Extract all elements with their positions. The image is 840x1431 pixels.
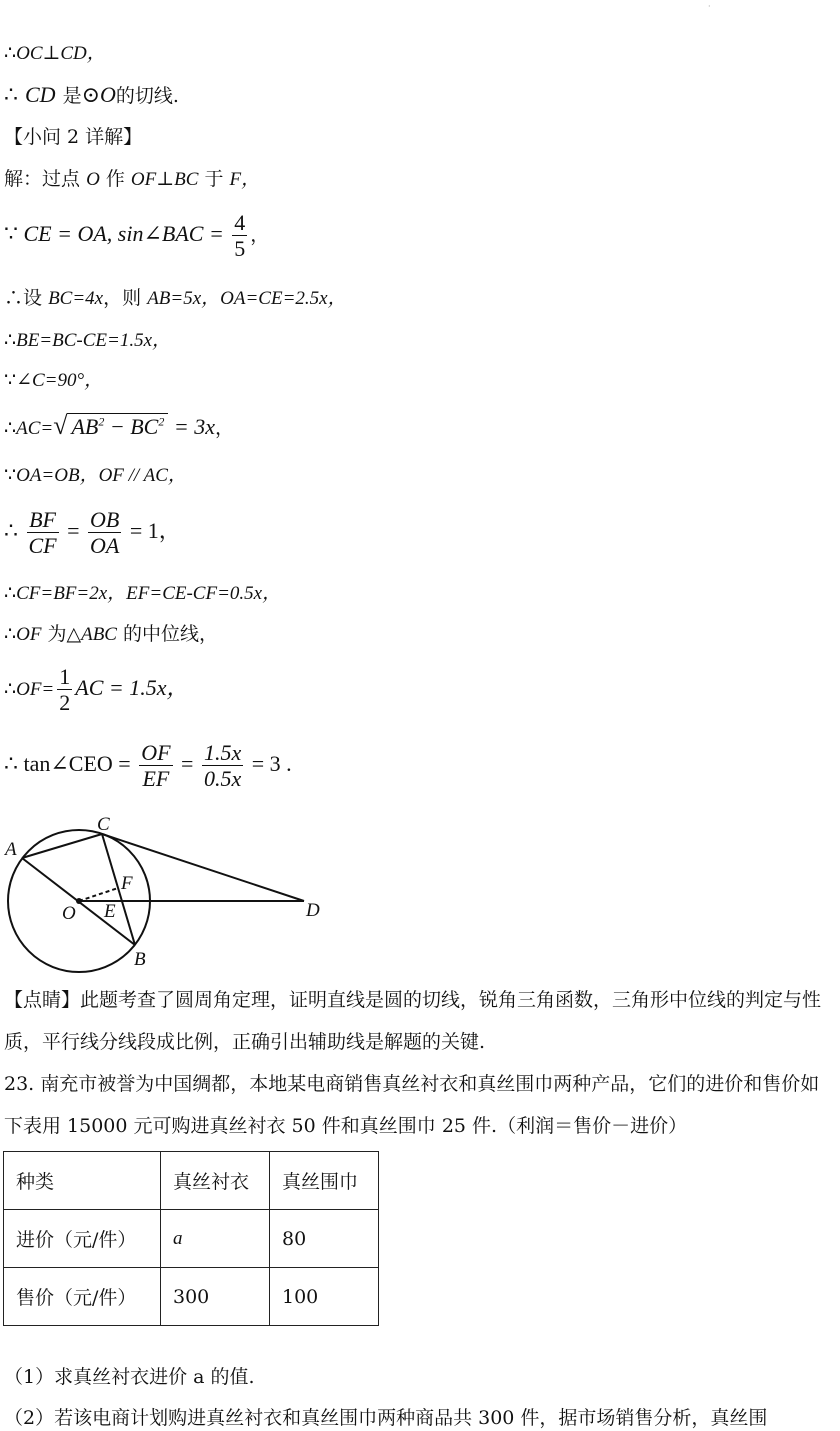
- math-abc: △ABC: [66, 624, 117, 645]
- math-of: OF: [16, 624, 42, 645]
- fraction-of-ef: [139, 740, 172, 792]
- denominator: 0.5x: [203, 766, 242, 792]
- math-ac: AC=: [16, 418, 54, 439]
- therefore-symbol: ∴: [4, 677, 17, 700]
- table-cell: 售价（元/件）: [4, 1268, 161, 1326]
- math-of-bc: OF⊥BC: [130, 169, 199, 190]
- math-minus-bc: − BC: [104, 414, 159, 439]
- sqrt-symbol: √: [53, 411, 68, 440]
- table-header-row: [4, 1152, 379, 1210]
- table-cell: 100: [270, 1268, 379, 1326]
- math-o: O: [100, 82, 116, 107]
- math-of: OF=: [16, 678, 55, 700]
- therefore-symbol: ∴: [4, 83, 18, 108]
- geometry-figure: [0, 808, 340, 978]
- corner-mark: ·: [708, 2, 711, 11]
- therefore-symbol: ∴: [4, 517, 18, 543]
- math-text: OA=OB，OF // AC，: [16, 465, 187, 486]
- math-o: O: [86, 169, 100, 190]
- comma: ，: [250, 224, 270, 246]
- text: 于: [204, 168, 224, 190]
- numerator: OF: [141, 740, 171, 765]
- therefore-symbol: ∴: [4, 623, 17, 645]
- therefore-symbol: ∴: [4, 582, 17, 604]
- label-o: O: [62, 903, 76, 924]
- fraction-4-5: [232, 210, 247, 262]
- text: 的中位线，: [123, 623, 219, 645]
- ratio-bf-cf: [4, 507, 181, 559]
- sqrt-radicand: [67, 413, 168, 439]
- math-ab: AB: [71, 414, 99, 439]
- label-d: D: [306, 900, 320, 921]
- math-tan: tan∠CEO =: [23, 750, 131, 776]
- text: 解：过点: [4, 168, 81, 190]
- of-midline: [4, 625, 218, 644]
- text: 是: [62, 85, 82, 107]
- math-ab: AB=5x: [147, 288, 202, 309]
- math-cd: CD: [25, 82, 56, 107]
- sub2-heading: 【小问 2 详解】: [4, 126, 143, 148]
- equals: =: [67, 517, 80, 543]
- label-c: C: [97, 814, 110, 835]
- text: ，则: [103, 287, 142, 309]
- segment-of-dashed: [79, 888, 118, 901]
- line-oc-perp-cd: [4, 44, 106, 63]
- therefore-symbol: ∴: [4, 417, 17, 439]
- denominator: CF: [28, 533, 57, 559]
- label-b: B: [134, 949, 146, 970]
- math-f: F，: [229, 169, 261, 190]
- line-cd-tangent: [4, 84, 179, 107]
- fraction-15x-05x: [202, 740, 243, 792]
- math-rhs: = 3x: [168, 414, 215, 439]
- let-bc-4x: [4, 289, 347, 308]
- therefore-symbol: ∴: [4, 287, 24, 309]
- text: 的切线.: [115, 85, 179, 107]
- because-symbol: ∵: [4, 369, 17, 391]
- fraction-ob-oa: [88, 507, 121, 559]
- solution-intro: [4, 170, 260, 189]
- point-o: [76, 898, 82, 904]
- math-rhs: = 1，: [129, 517, 181, 543]
- angle-c-90: [4, 371, 103, 390]
- fraction-bf-cf: [27, 507, 59, 559]
- oa-ob-parallel: [4, 466, 187, 485]
- math-bc: BC=4x: [48, 288, 104, 309]
- math-text: ∠C=90°，: [16, 370, 104, 391]
- label-f: F: [121, 873, 133, 894]
- numerator: BF: [27, 507, 59, 533]
- because-ce-oa-sin: [4, 210, 269, 262]
- math-text: CE = OA, sin∠BAC =: [23, 220, 224, 246]
- numerator: OB: [90, 507, 120, 532]
- because-symbol: ∵: [4, 220, 18, 246]
- fraction-1-2: [57, 664, 72, 716]
- math-oa: ，OA=CE=2.5x，: [201, 288, 347, 309]
- sub-question-2: （2）若该电商计划购进真丝衬衣和真丝围巾两种商品共 300 件，据市场销售分析，真丝围: [4, 1407, 768, 1429]
- math-rhs: = 3 .: [251, 750, 292, 776]
- math-rhs: AC = 1.5x，: [75, 674, 189, 700]
- table-cell: 80: [270, 1210, 379, 1268]
- circle-symbol: ⊙: [81, 82, 101, 107]
- table-cell: 进价（元/件）: [4, 1210, 161, 1268]
- ac-sqrt: [4, 413, 234, 439]
- numerator: 4: [234, 210, 246, 235]
- exponent: 2: [158, 414, 165, 429]
- therefore-symbol: ∴: [4, 42, 17, 64]
- equals: =: [181, 750, 194, 776]
- therefore-symbol: ∴: [4, 329, 17, 351]
- table-cell: 300: [161, 1268, 270, 1326]
- comma: ，: [214, 417, 234, 439]
- be-eq: [4, 331, 171, 350]
- exponent: 2: [98, 414, 105, 429]
- of-half-ac: [4, 664, 188, 716]
- denominator: 2: [59, 690, 71, 716]
- label-e: E: [104, 901, 116, 922]
- tan-ceo: [4, 740, 292, 792]
- sub-question-1: （1）求真丝衬衣进价 a 的值.: [4, 1366, 255, 1388]
- text: 作: [105, 168, 125, 190]
- question-23: 23. 南充市被誉为中国绸都，本地某电商销售真丝衬衣和真丝围巾两种产品，它们的进价和售价如下表用 15000 元可购进真丝衬衣 50 件和真丝围巾 25 件.（利润＝售价－进价）: [4, 1073, 820, 1137]
- line-text: OC⊥CD，: [16, 43, 106, 64]
- numerator: 1: [59, 664, 71, 689]
- label-a: A: [5, 839, 17, 860]
- numerator: 1.5x: [203, 740, 242, 765]
- denominator: EF: [142, 766, 170, 792]
- cf-bf: [4, 584, 281, 603]
- math-text: BE=BC-CE=1.5x，: [16, 330, 172, 351]
- table-header-cell: 真丝衬衣: [161, 1152, 270, 1210]
- table-row: [4, 1210, 379, 1268]
- table-header-cell: 真丝围巾: [270, 1152, 379, 1210]
- table-header-cell: 种类: [4, 1152, 161, 1210]
- text: 为: [47, 623, 67, 645]
- table-cell: a: [161, 1210, 270, 1268]
- text: 设: [23, 287, 43, 309]
- price-table: [3, 1151, 379, 1326]
- table-row: [4, 1268, 379, 1326]
- comment-paragraph: 【点睛】此题考查了圆周角定理，证明直线是圆的切线，锐角三角函数，三角形中位线的判定与性质，平行线分线段成比例，正确引出辅助线是解题的关键.: [4, 989, 822, 1053]
- math-text: CF=BF=2x，EF=CE-CF=0.5x，: [16, 583, 282, 604]
- because-symbol: ∵: [4, 464, 17, 486]
- therefore-symbol: ∴: [4, 750, 18, 776]
- denominator: OA: [90, 533, 120, 559]
- denominator: 5: [234, 236, 246, 262]
